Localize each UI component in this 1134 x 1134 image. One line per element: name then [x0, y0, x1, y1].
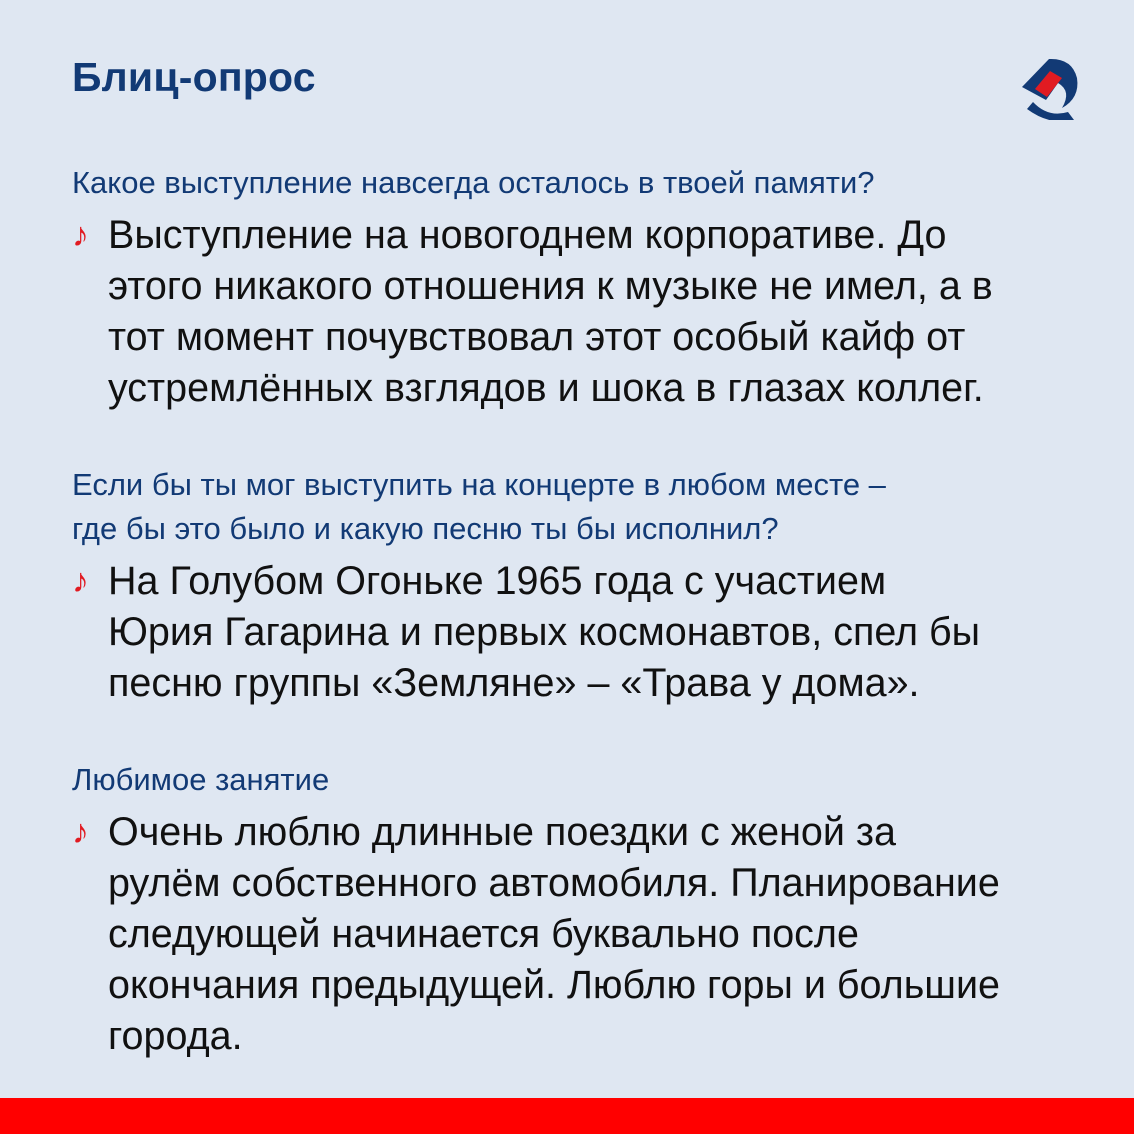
bottom-accent-bar	[0, 1098, 1134, 1134]
answer-2	[72, 556, 1076, 709]
music-note-icon: ♪	[72, 216, 89, 254]
answer-3	[72, 807, 1076, 1062]
answer-1	[72, 210, 1076, 414]
company-logo-icon	[1014, 54, 1080, 120]
music-note-icon: ♪	[72, 813, 89, 851]
question-3: Любимое занятие	[72, 762, 330, 797]
answer-text-2: На Голубом Огоньке 1965 года с участием Юрия Гагарина и первых космонавтов, спел бы песню группы «Земляне» – «Трава у дома».	[108, 559, 981, 705]
qa-item-2	[72, 463, 1076, 709]
qa-item-1	[72, 161, 1076, 414]
question-1: Какое выступление навсегда осталось в твоей памяти?	[72, 165, 875, 200]
qa-item-3	[72, 758, 1076, 1062]
answer-text-3: Очень люблю длинные поездки с женой за рулём собственного автомобиля. Планирование следующей начинается буквально после окончания предыдущей. Люблю горы и большие города.	[108, 810, 1000, 1058]
music-note-icon: ♪	[72, 562, 89, 600]
question-2: Если бы ты мог выступить на концерте в любом месте – где бы это было и какую песню ты бы исполнил?	[72, 467, 886, 546]
answer-text-1: Выступление на новогоднем корпоративе. До этого никакого отношения к музыке не имел, а в тот момент почувствовал этот особый кайф от устремлённых взглядов и шока в глазах коллег.	[108, 213, 993, 410]
page-title: Блиц-опрос	[72, 54, 316, 100]
